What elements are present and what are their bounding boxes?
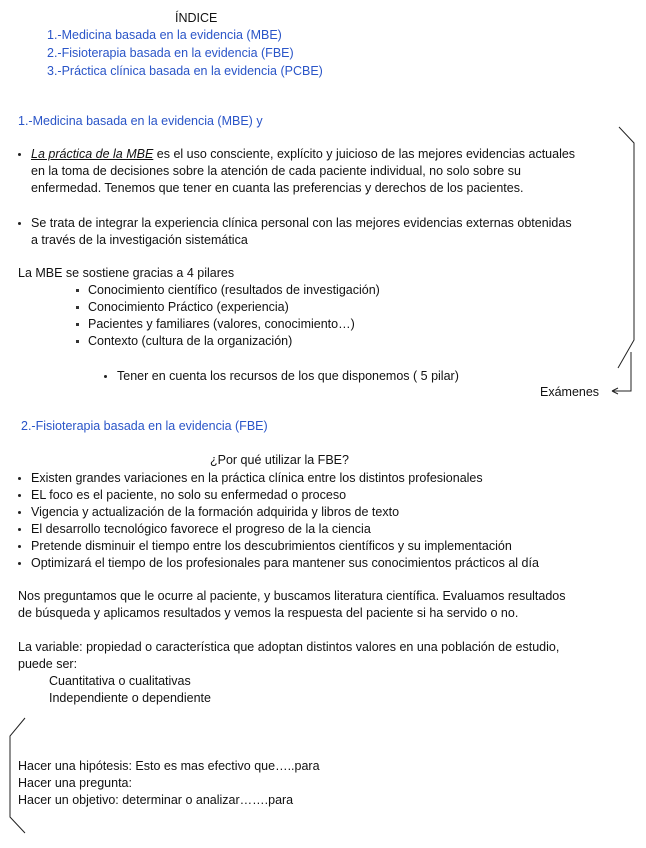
variable-line2: puede ser: (18, 657, 78, 671)
fbe-question: ¿Por qué utilizar la FBE? (210, 453, 349, 467)
section2-heading: 2.-Fisioterapia basada en la evidencia (FBE) (21, 419, 268, 433)
reason-item: El desarrollo tecnológico favorece el progreso de la la ciencia (31, 522, 371, 536)
bullet-dot (18, 494, 21, 497)
pillar-item: Conocimiento científico (resultados de investigación) (88, 283, 380, 297)
question-line: Hacer una pregunta: (18, 776, 132, 790)
hypothesis-line: Hacer una hipótesis: Esto es mas efectivo que…..para (18, 759, 320, 773)
index-item-2[interactable]: 2.-Fisioterapia basada en la evidencia (FBE) (47, 46, 294, 60)
bullet-dot (18, 545, 21, 548)
pillar-item: Contexto (cultura de la organización) (88, 334, 293, 348)
mbe-definition: es el uso consciente, explícito y juicioso de las mejores evidencias actuales (153, 147, 576, 161)
section1-bullet2-line1: Se trata de integrar la experiencia clínica personal con las mejores evidencias externas obtenidas (31, 216, 572, 230)
section1-bullet2-line2: a través de la investigación sistemática (31, 233, 248, 247)
index-title: ÍNDICE (175, 11, 218, 25)
variable-type: Cuantitativa o cualitativas (49, 674, 191, 688)
variable-line1: La variable: propiedad o característica que adoptan distintos valores en una población de estudio, (18, 640, 560, 654)
reason-item: Vigencia y actualización de la formación adquirida y libros de texto (31, 505, 400, 519)
bullet-dot (18, 477, 21, 480)
reason-item: Pretende disminuir el tiempo entre los descubrimientos científicos y su implementación (31, 539, 512, 553)
reason-item: Existen grandes variaciones en la práctica clínica entre los distintos profesionales (31, 471, 483, 485)
reason-item: Optimizará el tiempo de los profesionales para mantener sus conocimientos prácticos al día (31, 556, 539, 570)
index-item-1[interactable]: 1.-Medicina basada en la evidencia (MBE) (47, 28, 282, 42)
bullet-dot (18, 562, 21, 565)
bullet-dot (18, 511, 21, 514)
pillar-item: Conocimiento Práctico (experiencia) (88, 300, 289, 314)
paragraph1-line1: Nos preguntamos que le ocurre al paciente, y buscamos literatura científica. Evaluamos resultados (18, 589, 566, 603)
section1-bullet1-line3: enfermedad. Tenemos que tener en cuanta las preferencias y derechos de los pacientes. (31, 181, 524, 195)
variable-type: Independiente o dependiente (49, 691, 211, 705)
paragraph1-line2: de búsqueda y aplicamos resultados y vemos la respuesta del paciente si ha servido o no. (18, 606, 519, 620)
section1-bullet1-line2: en la toma de decisiones sobre la atención de cada paciente individual, no solo sobre su (31, 164, 521, 178)
reason-item: EL foco es el paciente, no solo su enfermedad o proceso (31, 488, 347, 502)
pillar-item: Pacientes y familiares (valores, conocimiento…) (88, 317, 355, 331)
extra-pillar: Tener en cuenta los recursos de los que disponemos ( 5 pilar) (117, 369, 459, 383)
objective-line: Hacer un objetivo: determinar o analizar…….para (18, 793, 294, 807)
index-item-3[interactable]: 3.-Práctica clínica basada en la evidencia (PCBE) (47, 64, 323, 78)
bullet-dot (18, 528, 21, 531)
pillars-intro: La MBE se sostiene gracias a 4 pilares (18, 266, 235, 280)
exams-annotation: Exámenes (540, 385, 600, 399)
section1-heading: 1.-Medicina basada en la evidencia (MBE) y (18, 114, 263, 128)
mbe-term: La práctica de la MBE (31, 147, 154, 161)
